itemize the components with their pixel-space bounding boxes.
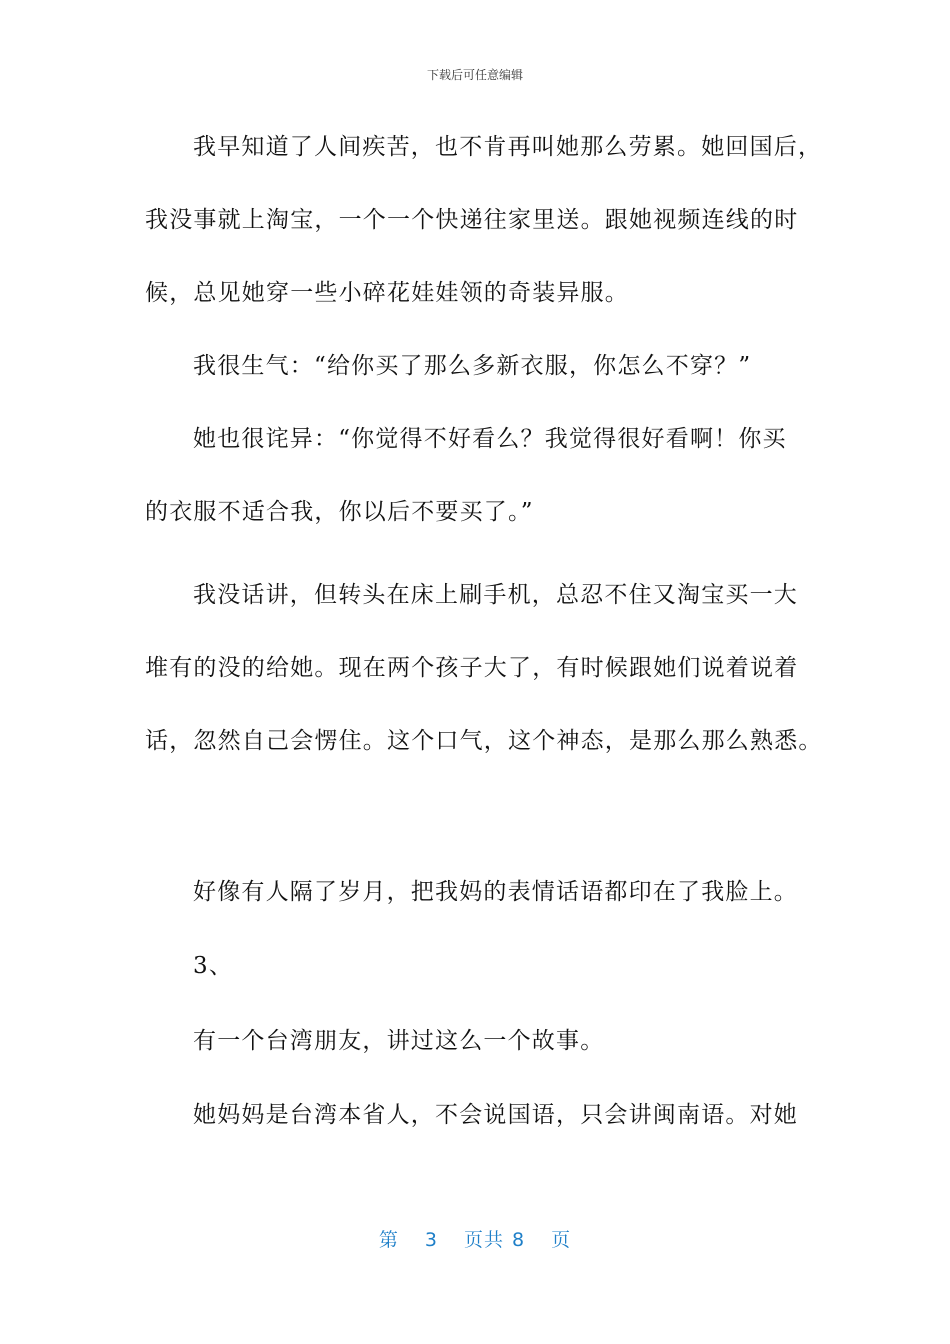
page-footer (0, 1225, 950, 1252)
text-line: 堆有的没的给她。现在两个孩子大了，有时候跟她们说着说着 (145, 655, 799, 681)
text-line: 好像有人隔了岁月，把我妈的表情话语都印在了我脸上。 (193, 879, 798, 905)
text-line: 话，忽然自己会愣住。这个口气，这个神态，是那么那么熟悉。 (145, 728, 823, 754)
footer-middle: 页共 (463, 1229, 504, 1251)
text-line: 我很生气：“给你买了那么多新衣服，你怎么不穿？” (193, 353, 752, 379)
footer-current-page: 3 (424, 1229, 438, 1251)
footer-suffix: 页 (551, 1229, 572, 1251)
footer-prefix: 第 (378, 1229, 399, 1251)
text-line: 有一个台湾朋友，讲过这么一个故事。 (193, 1028, 605, 1054)
text-line: 我没话讲，但转头在床上刷手机，总忍不住又淘宝买一大 (193, 582, 798, 608)
text-line: 候，总见她穿一些小碎花娃娃领的奇装异服。 (145, 280, 629, 306)
footer-total-pages: 8 (512, 1229, 526, 1251)
text-line: 我没事就上淘宝，一个一个快递往家里送。跟她视频连线的时 (145, 207, 799, 233)
section-number: 3、 (193, 953, 234, 979)
text-line: 她妈妈是台湾本省人，不会说国语，只会讲闽南语。对她 (193, 1102, 798, 1128)
text-line: 的衣服不适合我，你以后不要买了。” (145, 499, 534, 525)
page-header: 下载后可任意编辑 (426, 68, 523, 82)
text-line: 她也很诧异：“你觉得不好看么？我觉得很好看啊！你买 (193, 426, 787, 452)
text-line: 我早知道了人间疾苦，也不肯再叫她那么劳累。她回国后， (193, 134, 823, 160)
